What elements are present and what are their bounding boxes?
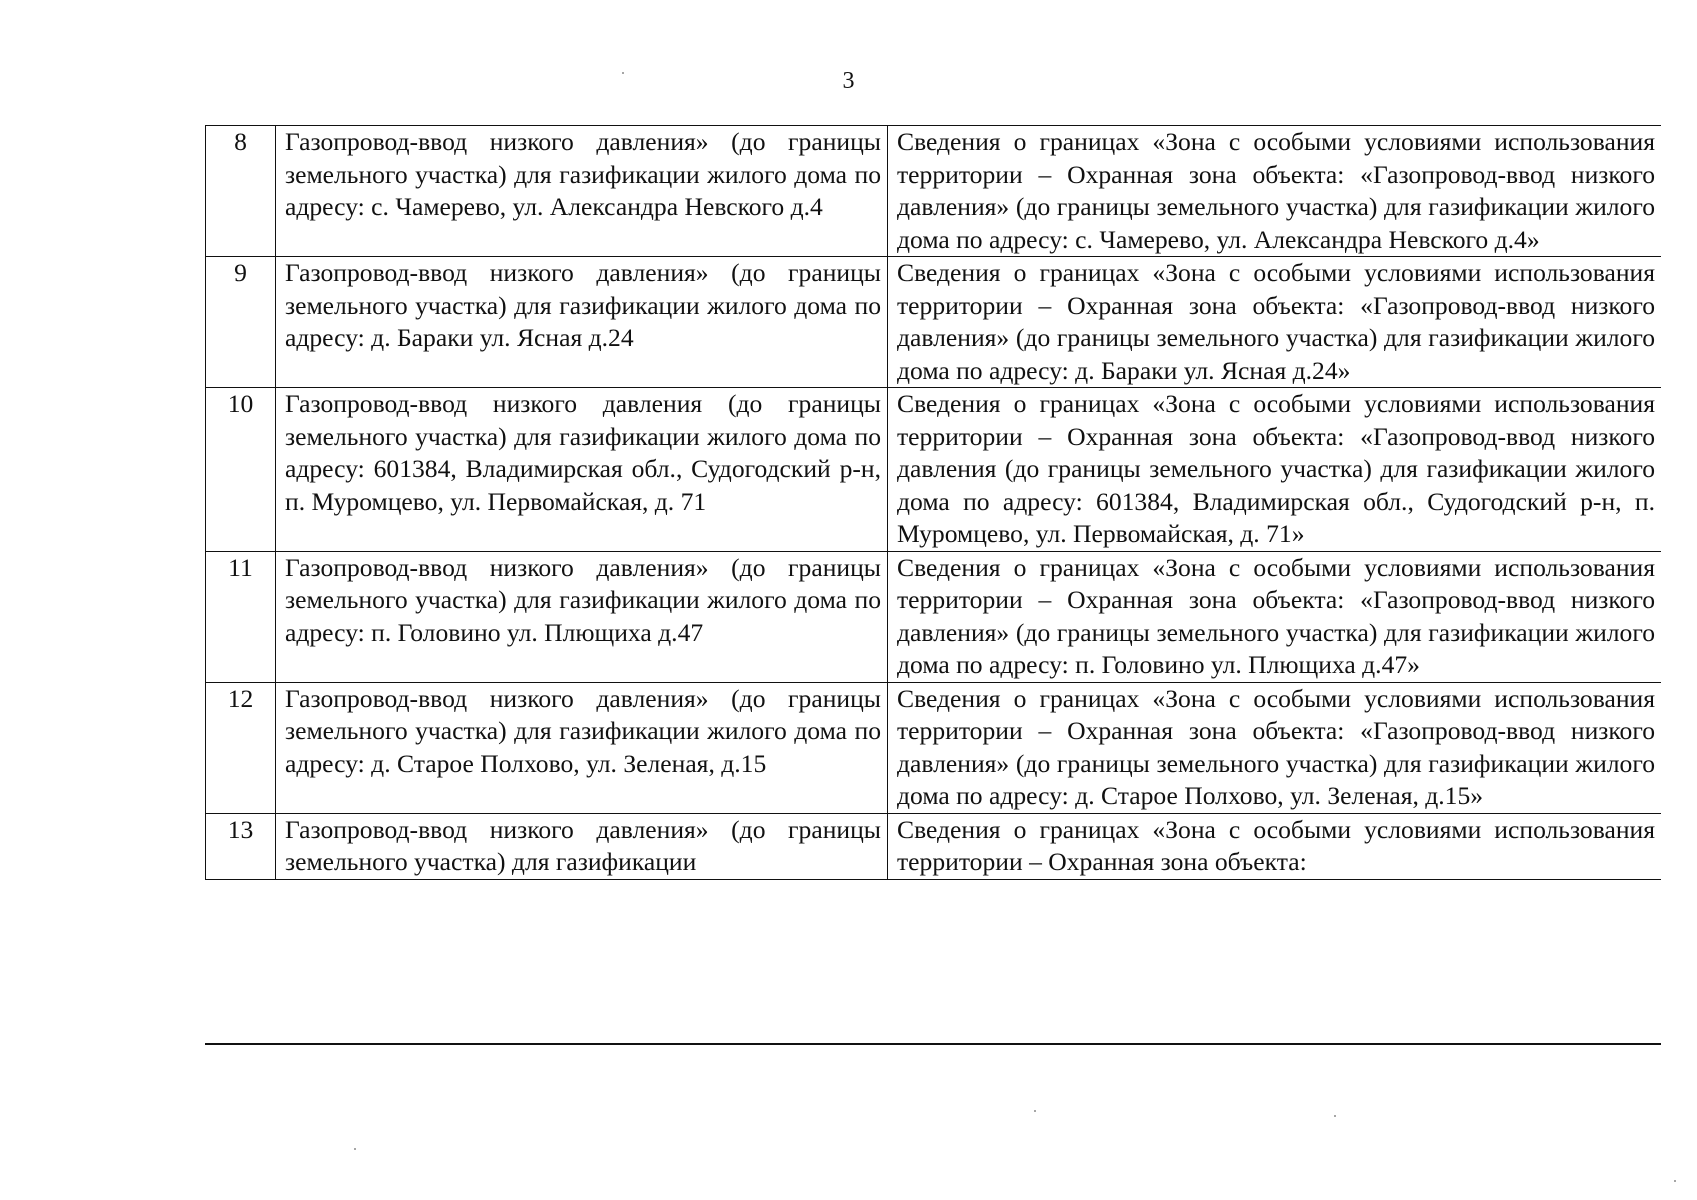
zone-info-cell: Сведения о границах «Зона с особыми условиями использования территории – Охранная зона объекта: «Газопровод-ввод низкого давления» (до границы земельного участка) для газификации жилого дома по адресу: д. Старое Полхово, ул. Зеленая, д.15»: [888, 682, 1662, 813]
scan-speck: [354, 1148, 356, 1150]
registry-table-container: [205, 125, 1661, 1045]
object-name-cell: Газопровод-ввод низкого давления» (до границы земельного участка) для газификации жилого дома по адресу: п. Головино ул. Плющиха д.47: [276, 551, 888, 682]
table-row: [206, 126, 1662, 257]
row-number: 8: [206, 126, 276, 257]
registry-table: [205, 125, 1661, 880]
object-name-cell: Газопровод-ввод низкого давления» (до границы земельного участка) для газификации жилого дома по адресу: д. Старое Полхово, ул. Зеленая, д.15: [276, 682, 888, 813]
object-name-cell: Газопровод-ввод низкого давления» (до границы земельного участка) для газификации жилого дома по адресу: с. Чамерево, ул. Александра Невского д.4: [276, 126, 888, 257]
zone-info-cell: Сведения о границах «Зона с особыми условиями использования территории – Охранная зона объекта: «Газопровод-ввод низкого давления» (до границы земельного участка) для газификации жилого дома по адресу: с. Чамерево, ул. Александра Невского д.4»: [888, 126, 1662, 257]
table-row: [206, 388, 1662, 552]
table-row: [206, 682, 1662, 813]
scan-speck: [1334, 1115, 1336, 1117]
zone-info-cell: Сведения о границах «Зона с особыми условиями использования территории – Охранная зона объекта: «Газопровод-ввод низкого давления» (до границы земельного участка) для газификации жилого дома по адресу: д. Бараки ул. Ясная д.24»: [888, 257, 1662, 388]
row-number: 11: [206, 551, 276, 682]
object-name-cell: Газопровод-ввод низкого давления (до границы земельного участка) для газификации жилого дома по адресу: 601384, Владимирская обл., Судогодский р-н, п. Муромцево, ул. Первомайская, д. 71: [276, 388, 888, 552]
table-row: [206, 551, 1662, 682]
page-number: 3: [842, 68, 855, 94]
zone-info-cell: Сведения о границах «Зона с особыми условиями использования территории – Охранная зона объекта: «Газопровод-ввод низкого давления (до границы земельного участка) для газификации жилого дома по адресу: 601384, Владимирская обл., Судогодский р-н, п. Муромцево, ул. Первомайская, д. 71»: [888, 388, 1662, 552]
scan-speck: [1674, 1180, 1676, 1182]
row-number: 9: [206, 257, 276, 388]
object-name-cell: Газопровод-ввод низкого давления» (до границы земельного участка) для газификации: [276, 813, 888, 879]
row-number: 10: [206, 388, 276, 552]
scan-speck: [622, 72, 624, 74]
row-number: 13: [206, 813, 276, 879]
scan-speck: [1034, 1110, 1036, 1112]
object-name-cell: Газопровод-ввод низкого давления» (до границы земельного участка) для газификации жилого дома по адресу: д. Бараки ул. Ясная д.24: [276, 257, 888, 388]
zone-info-cell: Сведения о границах «Зона с особыми условиями использования территории – Охранная зона объекта:: [888, 813, 1662, 879]
row-number: 12: [206, 682, 276, 813]
zone-info-cell: Сведения о границах «Зона с особыми условиями использования территории – Охранная зона объекта: «Газопровод-ввод низкого давления» (до границы земельного участка) для газификации жилого дома по адресу: п. Головино ул. Плющиха д.47»: [888, 551, 1662, 682]
table-row: [206, 813, 1662, 879]
table-row: [206, 257, 1662, 388]
